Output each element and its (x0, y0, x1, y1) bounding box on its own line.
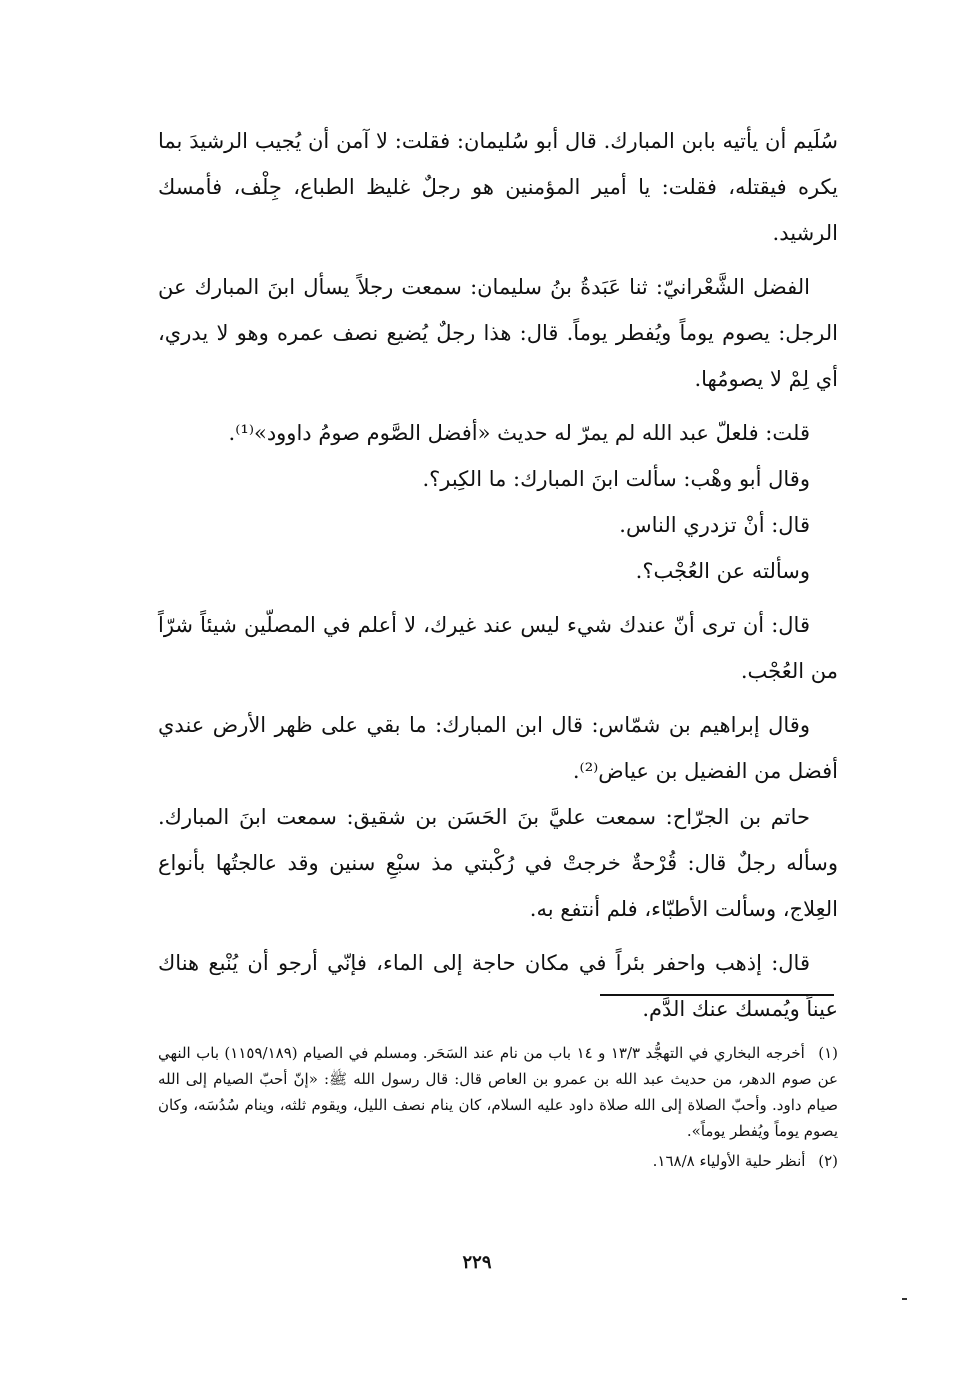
footnotes (158, 1040, 838, 1178)
paragraph: وقال إبراهيم بن شمّاس: قال ابن المبارك: ما بقي على ظهر الأرض عندي أفضل من الفضيل بن عياض⁽²⁾. (158, 713, 838, 783)
scan-speck (902, 1298, 907, 1300)
footnote-text: أنظر حلية الأولياء ١٦٨/٨. (652, 1152, 806, 1170)
paragraph: الفضل الشَّعْرانيّ: ثنا عَبَدةُ بنُ سليمان: سمعت رجلاً يسأل ابنَ المبارك عن الرجل: يصوم يوماً ويُفطر يوماً. قال: هذا رجلٌ يُضيع نصف عمره وهو لا يدري، أي لِمْ لا يصومُها. (158, 275, 838, 391)
paragraph: قال: أنْ تزدري الناس. (619, 513, 810, 537)
paragraph: قال: أن ترى أنّ عندك شيء ليس عند غيرك، لا أعلم في المصلّين شيئاً شرّاً من العُجْب. (158, 613, 838, 683)
paragraph: سُلَيم أن يأتيه بابن المبارك. قال أبو سُليمان: فقلت: لا آمن أن يُجيب الرشيدَ بما يكره فيقتله، فقلت: يا أمير المؤمنين هو رجلٌ غليظ الطباع، جِلْف، فأمسك الرشيد. (158, 129, 838, 245)
main-text (158, 118, 838, 1040)
paragraph: قلت: فلعلّ عبد الله لم يمرّ له حديث «أفضل الصَّوم صومُ داوود»⁽¹⁾. (228, 421, 810, 445)
paragraph: قال: إذهب واحفر بئراً في مكان حاجة إلى الماء، فإنّي أرجو أن يُنْبع هناك عيناً ويُمسك عنك الدَّم. (158, 951, 838, 1021)
paragraph: وقال أبو وهْب: سألت ابنَ المبارك: ما الكِبر؟. (422, 467, 810, 491)
paragraph: وسألته عن العُجْب؟. (635, 559, 810, 583)
footnote (158, 1040, 838, 1144)
footnote-number: (١) (818, 1044, 839, 1062)
footnote-text: أخرجه البخاري في التهجُّد ١٣/٣ و ١٤ باب من نام عند السَحَر. ومسلم في الصيام (١١٥٩/١٨٩) باب النهي عن صوم الدهر، من حديث عبد الله بن عمرو بن العاص قال: قال رسول الله ﷺ: «إنّ أحبّ الصيام إلى الله صيام داود. وأحبّ الصلاة إلى الله صلاة داود عليه السلام، كان ينام نصف الليل، ويقوم ثلثه، وينام سُدُسَه، وكان يصوم يوماً ويُفطر يوماً». (158, 1044, 838, 1140)
page-number: ٢٢٩ (462, 1252, 492, 1273)
footnote (158, 1148, 838, 1174)
footnote-divider (600, 994, 834, 996)
footnote-number: (٢) (818, 1152, 838, 1170)
paragraph: حاتم بن الجرّاح: سمعت عليَّ بنَ الحَسَن بن شقيق: سمعت ابنَ المبارك. وسأله رجلٌ قال: قُرْحةٌ خرجتْ في رُكْبتي مذ سبْعِ سنين وقد عالجتُها بأنواع العِلاج، وسألت الأطبّاء، فلم أنتفع به. (158, 805, 838, 921)
